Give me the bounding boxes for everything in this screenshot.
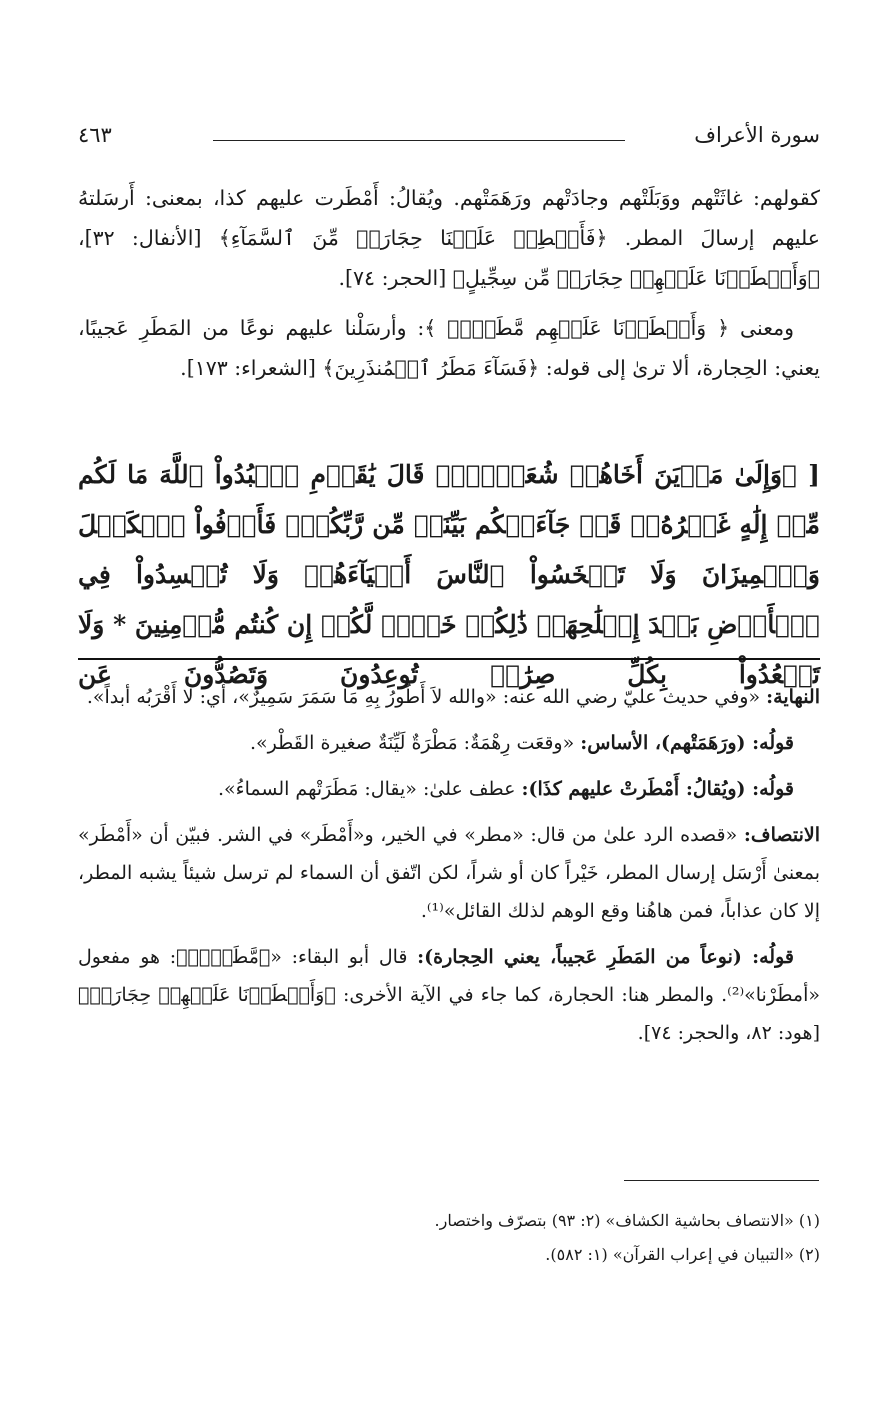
note-2	[78, 724, 820, 762]
footnote-2: (٢) «التبيان في إعراب القرآن» (١: ٥٨٢).	[545, 1245, 820, 1264]
page-number: ٤٦٣	[78, 123, 112, 147]
note-1	[78, 678, 820, 716]
note-1-label: النهاية:	[766, 686, 820, 708]
note-4-text: «قصده الرد علىٰ من قال: «مطر» في الخير، و«أَمْطَر» في الشر. فبيّن أن «أَمْطَر» بمعنىٰ أَرْسَل إرسال المطر، خَيْراً كان أو شراً، لكن اتّفق أن السماء لم ترسل شيئاً يشبه المطر، إلا كان عذاباً، فمن هاهُنا وقع الوهم لذلك القائل»⁽¹⁾.	[78, 824, 820, 922]
commentary-separator	[78, 658, 820, 660]
main-paragraph-1: كقولهم: غاثَتْهم ووَبَلَتْهم وجادَتْهم ورَهَمَتْهم. ويُقالُ: أَمْطَرت عليهم كذا، بمعنى: أَرسَلتهُ عليهم إرسالَ المطر. ﴿فَأَمۡطِرۡ عَلَيۡنَا حِجَارَةࣰ مِّنَ ٱلسَّمَآءِ﴾ [الأنفال: ٣٢]، ﴿وَأَمۡطَرۡنَا عَلَيۡهِمۡ حِجَارَةࣰ مِّن سِجِّيلٍ﴾ [الحجر: ٧٤].	[78, 186, 820, 290]
main-text	[78, 178, 820, 398]
note-1-text: «وفي حديث عليّ رضي الله عنه: «والله لاَ أَطُورُ بِهِ مَا سَمَرَ سَمِيرٌ»، أي: لا أَقْرَبُه أبداً».	[86, 686, 767, 708]
header-rule	[213, 140, 625, 141]
note-4-label: الانتصاف:	[743, 824, 820, 846]
note-2-label: قولُه: (ورَهَمَتْهم)، الأساس:	[580, 732, 794, 754]
note-3-label: قولُه: (ويُقالُ: أَمْطَرتْ عليهم كذَا):	[521, 778, 794, 800]
quran-verse-block: [ ﴿وَإِلَىٰ مَدۡيَنَ أَخَاهُمۡ شُعَيۡبࣰاۚ قَالَ يَٰقَوۡمِ ٱعۡبُدُواْ ٱللَّهَ مَا لَكُم مِّنۡ إِلَٰهٍ غَيۡرُهُۥۖ قَدۡ جَآءَتۡكُم بَيِّنَةࣱ مِّن رَّبِّكُمۡۖ فَأَوۡفُواْ ٱلۡكَيۡلَ وَٱلۡمِيزَانَ وَلَا تَبۡخَسُواْ ٱلنَّاسَ أَشۡيَآءَهُمۡ وَلَا تُفۡسِدُواْ فِي ٱلۡأَرۡضِ بَعۡدَ إِصۡلَٰحِهَاۚ ذَٰلِكُمۡ خَيۡرࣱ لَّكُمۡ إِن كُنتُم مُّؤۡمِنِينَ * وَلَا تَقۡعُدُواْ بِكُلِّ صِرَٰطࣲ تُوعِدُونَ وَتَصُدُّونَ عَن	[78, 460, 820, 689]
running-header	[78, 118, 820, 152]
main-paragraph-2: ومعنى ﴿ وَأَمۡطَرۡنَا عَلَيۡهِم مَّطَرࣰاۖ ﴾: وأرسَلْنا عليهم نوعًا من المَطَرِ عَجيبًا، يعني: الحِجارة، ألا ترىٰ إلى قوله: ﴿فَسَآءَ مَطَرُ ٱلۡمُنذَرِينَ﴾ [الشعراء: ١٧٣].	[78, 316, 820, 380]
note-3	[78, 770, 820, 808]
note-5	[78, 938, 820, 1052]
surah-title: سورة الأعراف	[694, 123, 820, 147]
note-5-label: قولُه: (نوعاً من المَطَرِ عَجيباً، يعني الحِجارة):	[417, 946, 794, 968]
note-5-text: قال أبو البقاء: «﴿مَّطَرࣰاۖ﴾: هو مفعول «أمطَرْنا»⁽²⁾. والمطر هنا: الحجارة، كما جاء في الآية الأخرى: ﴿وَأَمۡطَرۡنَا عَلَيۡهِمۡ حِجَارَةࣰ﴾ [هود: ٨٢، والحجر: ٧٤].	[78, 946, 820, 1044]
note-4	[78, 816, 820, 930]
commentary	[78, 678, 820, 1060]
note-3-text: عطف علىٰ: «يقال: مَطَرَتْهم السماءُ».	[218, 778, 522, 800]
footnote-1: (١) «الانتصاف بحاشية الكشاف» (٢: ٩٣) بتصرّف واختصار.	[434, 1211, 820, 1230]
footnotes	[78, 1204, 820, 1272]
footnote-rule	[624, 1180, 819, 1181]
note-2-text: «وقعَت رِهْمَةٌ: مَطْرَةٌ لَيِّنَةٌ صغيرة القَطْر».	[250, 732, 581, 754]
